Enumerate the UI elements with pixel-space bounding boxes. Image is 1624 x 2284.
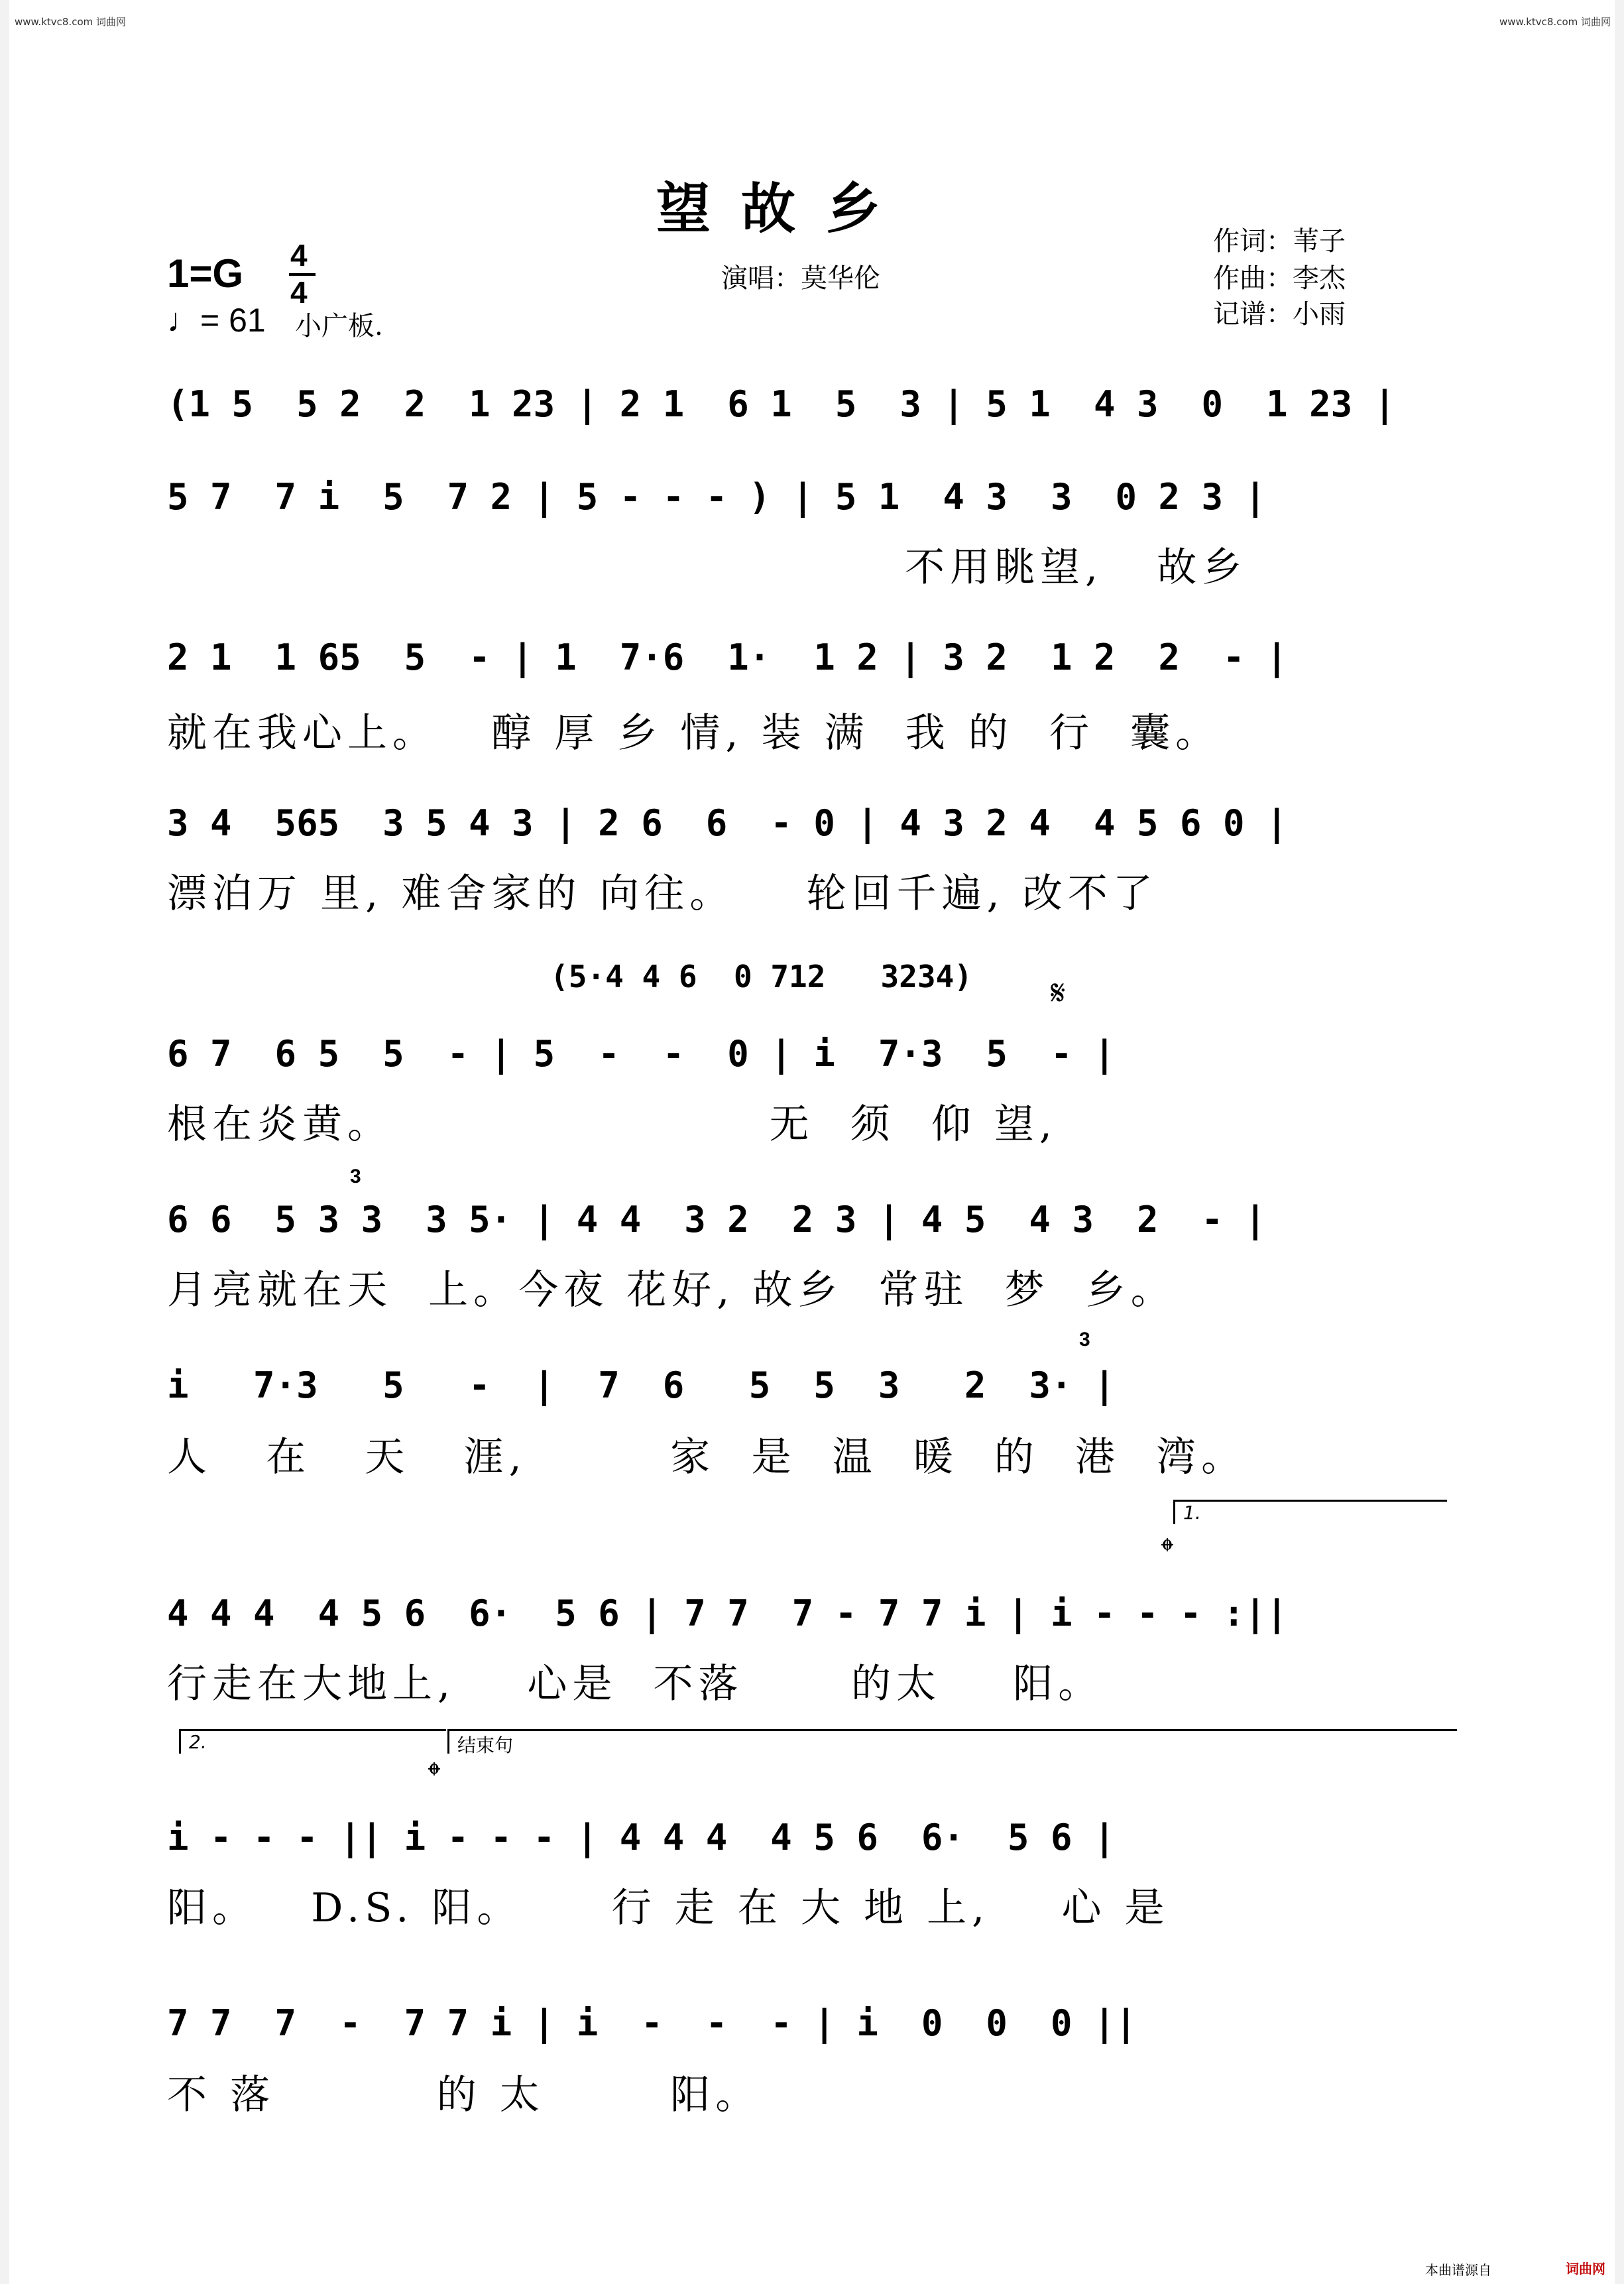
site-mark-left: www.ktvc8.com 词曲网	[15, 16, 127, 28]
interlude-notes: (5·4 4 6 0 712 3234)	[550, 959, 972, 994]
first-ending-bracket	[1173, 1500, 1447, 1524]
left-margin-strip	[0, 0, 9, 2284]
score-row-3-notes: 2 1 1 65 5 - | 1 7·6 1· 1 2 | 3 2 1 2 2 - |	[167, 636, 1288, 678]
score-row-2-notes: 5 7 7 i 5 7 2 | 5 - - - ) | 5 1 4 3 3 0 2 3 |	[167, 476, 1267, 518]
score-row-5-lyrics: 根在炎黄。 无 须 仰 望,	[167, 1101, 1057, 1148]
time-signature-bottom: 4	[290, 275, 308, 310]
score-row-8-notes: 4 4 4 4 5 6 6· 5 6 | 7 7 7 - 7 7 i | i - - - :||	[167, 1593, 1288, 1634]
score-row-10-lyrics: 不 落 的 太 阳。	[167, 2072, 761, 2118]
score-row-1-notes: (1 5 5 2 2 1 23 | 2 1 6 1 5 3 | 5 1 4 3 0 1 23 |	[167, 383, 1396, 425]
segno-sign: 𝄋	[1051, 973, 1066, 1013]
score-row-6-notes: 6 6 5 3 3 3 5· | 4 4 3 2 2 3 | 4 5 4 3 2 - |	[167, 1199, 1267, 1240]
first-ending-label: 1.	[1183, 1502, 1201, 1524]
right-margin-strip	[1615, 0, 1624, 2284]
score-row-7-lyrics: 人 在 天 涯, 家 是 温 暖 的 港 湾。	[167, 1434, 1247, 1480]
triplet-mark-row-6: 3	[350, 1166, 361, 1187]
second-ending-bracket	[179, 1729, 446, 1754]
score-row-8-lyrics: 行走在大地上, 心是 不落 的太 阳。	[167, 1661, 1104, 1707]
score-row-3-lyrics: 就在我心上。 醇 厚 乡 情, 装 满 我 的 行 囊。	[167, 710, 1221, 756]
key-signature: 1=G	[167, 251, 244, 296]
site-mark-right: www.ktvc8.com 词曲网	[1499, 16, 1611, 28]
ending-phrase-bracket	[447, 1729, 1457, 1754]
footer-source-text: 本曲谱源自	[1425, 2262, 1491, 2278]
transcriber-credit: 记谱：小雨	[1213, 299, 1346, 330]
tempo-description: 小广板.	[295, 311, 383, 341]
lyricist-credit: 作词：苇子	[1213, 226, 1346, 257]
score-row-2-lyrics: 不用眺望, 故乡	[905, 544, 1247, 591]
score-row-9-notes: i - - - || i - - - | 4 4 4 4 5 6 6· 5 6 |	[167, 1817, 1116, 1858]
score-row-4-notes: 3 4 565 3 5 4 3 | 2 6 6 - 0 | 4 3 2 4 4 5 6 0 |	[167, 802, 1288, 844]
second-ending-label: 2.	[189, 1731, 207, 1753]
triplet-mark-row-7: 3	[1079, 1329, 1090, 1351]
score-row-4-lyrics: 漂泊万 里, 难舍家的 向往。 轮回千遍, 改不了	[167, 871, 1158, 917]
footer-site-label: 词曲网	[1566, 2261, 1605, 2277]
singer-credit: 演唱：莫华伦	[721, 263, 880, 294]
score-row-7-notes: i 7·3 5 - | 7 6 5 5 3 2 3· |	[167, 1364, 1116, 1406]
coda-sign-1: 𝄌	[1161, 1532, 1173, 1571]
score-row-6-lyrics: 月亮就在天 上。今夜 花好, 故乡 常驻 梦 乡。	[167, 1267, 1176, 1313]
time-signature-top: 4	[290, 238, 308, 272]
tempo-marking: ♩= 61	[167, 302, 266, 339]
score-row-10-notes: 7 7 7 - 7 7 i | i - - - | i 0 0 0 ||	[167, 2002, 1137, 2044]
song-title: 望故乡	[656, 177, 911, 241]
composer-credit: 作曲：李杰	[1213, 263, 1346, 294]
ending-phrase-label: 结束句	[457, 1734, 514, 1756]
score-row-9-lyrics: 阳。 D.S. 阳。 行 走 在 大 地 上, 心 是	[167, 1885, 1170, 1931]
coda-sign-2: 𝄌	[428, 1756, 440, 1795]
score-row-5-notes: 6 7 6 5 5 - | 5 - - 0 | i 7·3 5 - |	[167, 1033, 1116, 1075]
